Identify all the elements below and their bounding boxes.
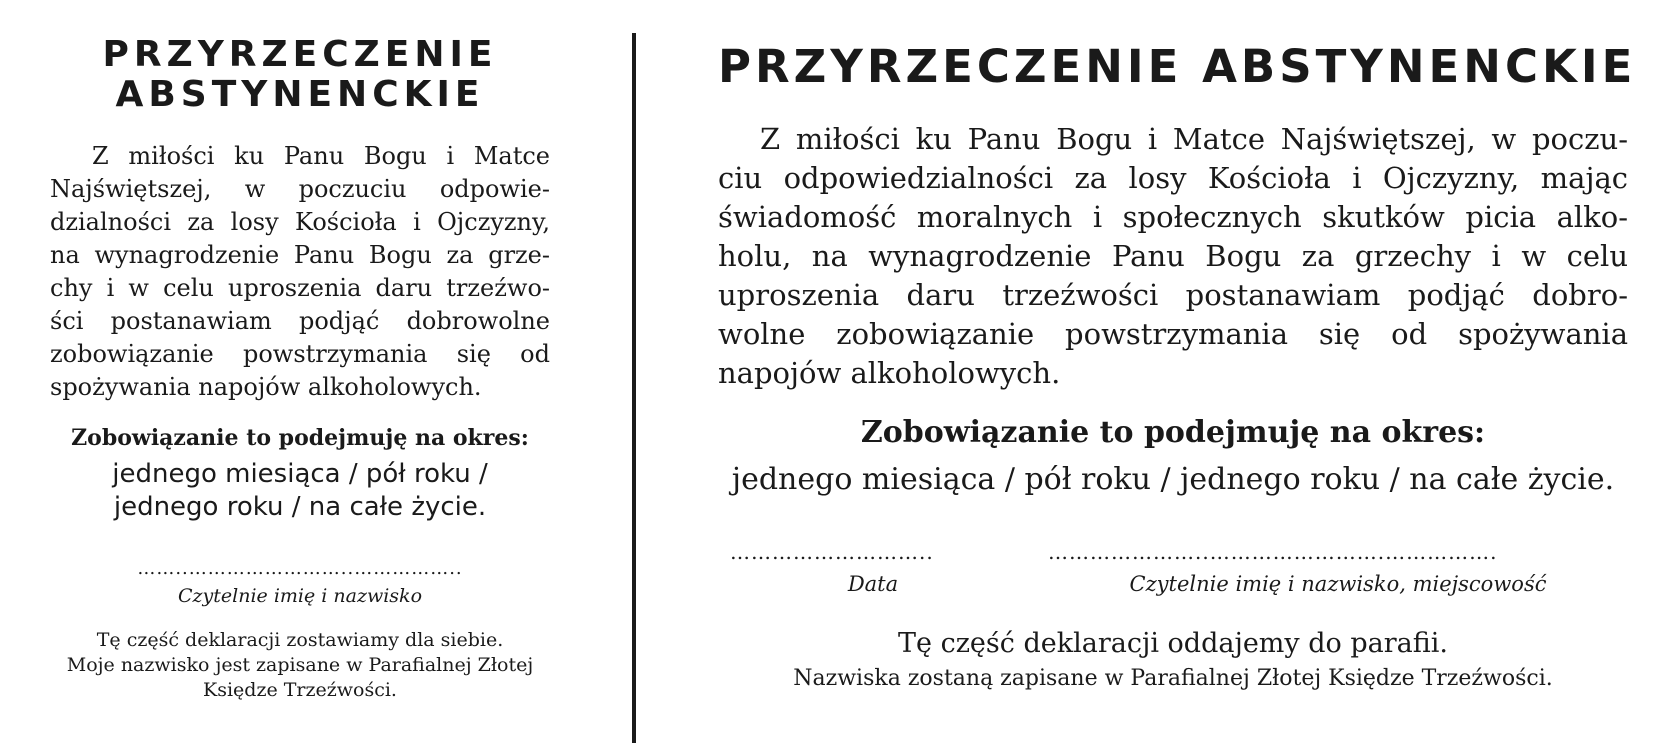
pledge-line: świadomość moralnych i społecznych skutków picia alko- [718,200,1628,234]
copy-note [50,628,550,703]
pledge-text [50,140,550,404]
signature-label: Czytelnie imię i nazwisko, miejscowość [1129,572,1547,596]
period-heading: Zobowiązanie to podejmuję na okres: [71,425,529,451]
pledge-text [718,120,1628,393]
signature-line: …………………..…………………….……………. [1048,540,1498,564]
parish-copy-card [718,0,1637,743]
card-title [50,35,550,115]
pledge-line: na wynagrodzenie Panu Bogu za grze- [50,241,550,269]
pledge-line: holu, na wynagrodzenie Panu Bogu za grzechy i w celu [718,239,1628,273]
pledge-line: dzialności za losy Kościoła i Ojczyzny, [50,208,550,236]
title-line: ABSTYNENCKIE [115,74,485,115]
pledge-line: Z miłości ku Panu Bogu i Matce [92,142,550,170]
period-options-line: jednego roku / na całe życie. [113,492,487,522]
signature-line: ……..……………………..…………….. [137,558,463,579]
pledge-line: spożywania napojów alkoholowych. [50,373,482,401]
pledge-line: uproszenia daru trzeźwości postanawiam podjąć dobro- [718,278,1628,312]
title-line: PRZYRZECZENIE [102,34,498,75]
pledge-line: Z miłości ku Panu Bogu i Matce Najświętszej, w poczu- [760,122,1628,156]
pledge-line: ści postanawiam podjąć dobrowolne [50,307,550,335]
date-label: Data [847,572,899,596]
pledge-line: napojów alkoholowych. [718,356,1061,390]
copy-note: Tę część deklaracji oddajemy do parafii. [898,628,1448,659]
period-options: jednego miesiąca / pół roku / jednego roku / na całe życie. [731,462,1615,497]
pledge-line: Najświętszej, w poczuciu odpowie- [50,175,550,203]
pledge-line: chy i w celu uproszenia daru trzeźwo- [50,274,550,302]
pledge-line: ciu odpowiedzialności za losy Kościoła i Ojczyzny, mając [718,161,1628,195]
date-line: ……………………….. [730,540,934,564]
note-line: Tę część deklaracji zostawiamy dla siebie. [96,629,504,651]
note-line: Moje nazwisko jest zapisane w Parafialnej Złotej [66,654,534,676]
note-line: Księdze Trzeźwości. [203,679,397,701]
pledge-line: zobowiązanie powstrzymania się od [50,340,550,368]
pledge-line: wolne zobowiązanie powstrzymania się od spożywania [718,317,1628,351]
card-title: PRZYRZECZENIE ABSTYNENCKIE [718,40,1637,93]
period-options [50,458,550,524]
cut-line-divider [632,33,636,743]
personal-copy-card [50,0,550,743]
period-options-line: jednego miesiąca / pół roku / [112,459,488,489]
copy-note-detail: Nazwiska zostaną zapisane w Parafialnej Złotej Księdze Trzeźwości. [793,666,1553,691]
period-heading: Zobowiązanie to podejmuję na okres: [860,415,1486,450]
signature-label: Czytelnie imię i nazwisko [177,585,423,607]
